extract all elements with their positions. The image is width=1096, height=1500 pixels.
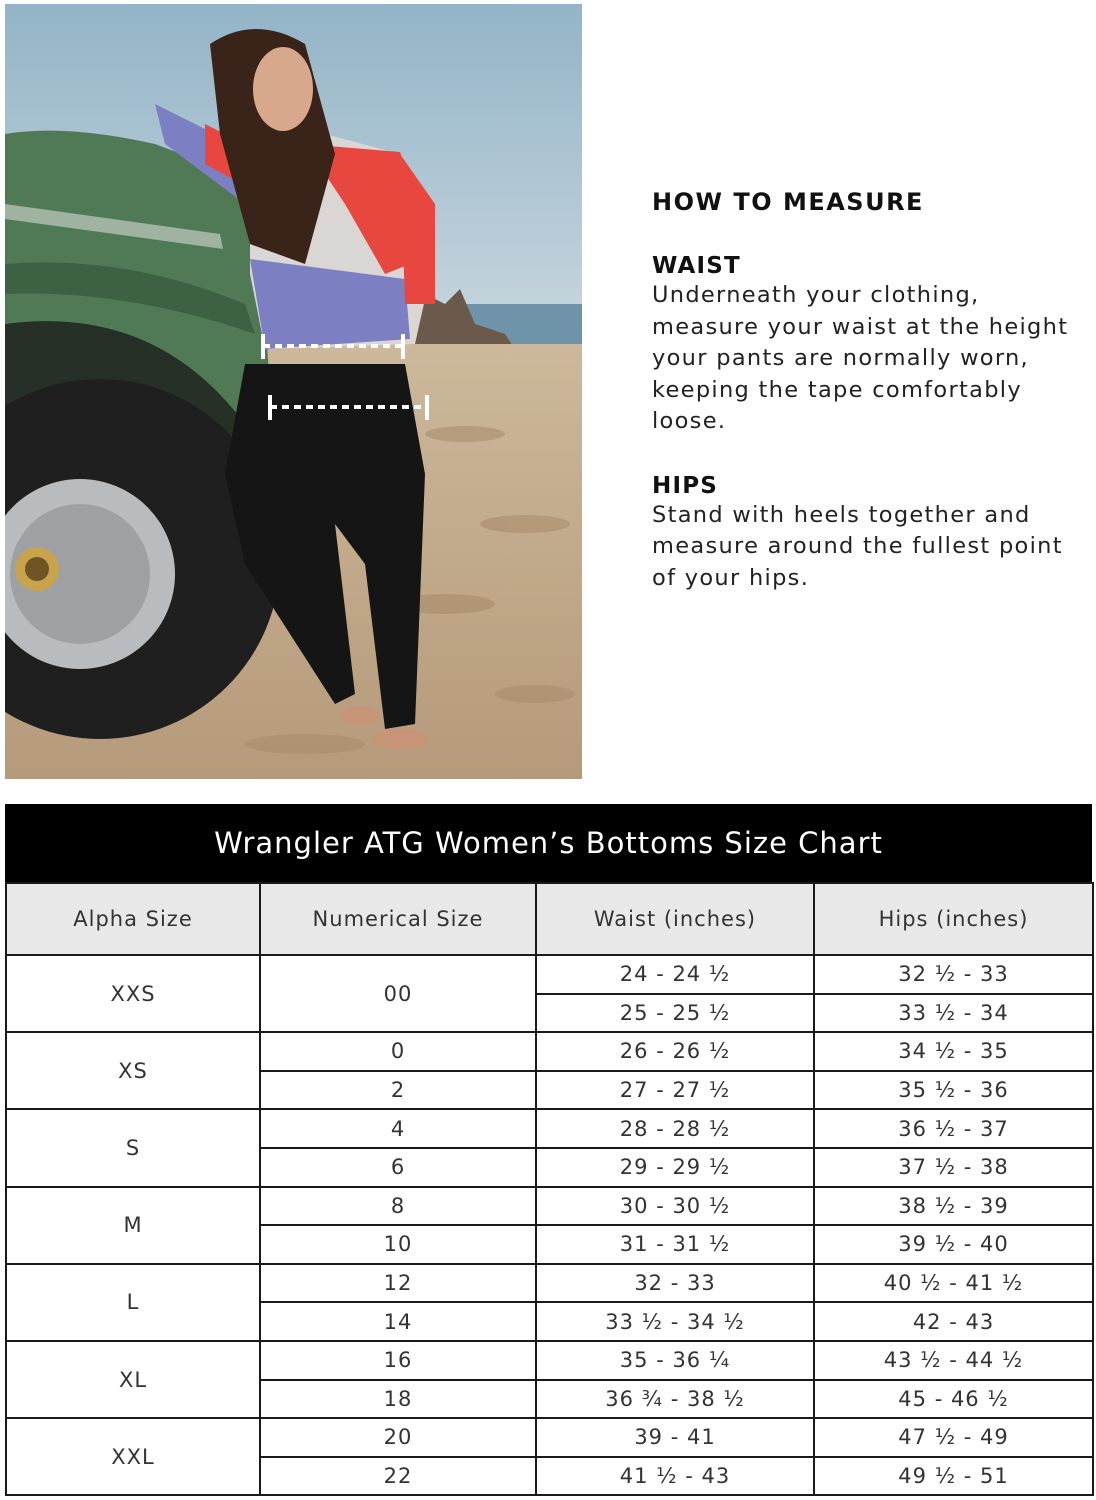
table-row bbox=[6, 1032, 1093, 1071]
alpha-size-cell: XL bbox=[6, 1341, 260, 1418]
numerical-size-cell: 18 bbox=[260, 1380, 536, 1419]
hips-cell: 49 ½ - 51 bbox=[814, 1457, 1093, 1496]
hips-cell: 35 ½ - 36 bbox=[814, 1071, 1093, 1110]
waist-cell: 24 - 24 ½ bbox=[536, 955, 814, 994]
hips-cell: 40 ½ - 41 ½ bbox=[814, 1264, 1093, 1303]
waist-cell: 41 ½ - 43 bbox=[536, 1457, 814, 1496]
header-hips: Hips (inches) bbox=[814, 883, 1093, 955]
numerical-size-cell: 20 bbox=[260, 1418, 536, 1457]
header-waist: Waist (inches) bbox=[536, 883, 814, 955]
hips-cell: 34 ½ - 35 bbox=[814, 1032, 1093, 1071]
how-to-measure-panel bbox=[652, 188, 1072, 628]
size-chart-title: Wrangler ATG Women’s Bottoms Size Chart bbox=[5, 804, 1092, 882]
hips-cell: 36 ½ - 37 bbox=[814, 1109, 1093, 1148]
alpha-size-cell: XS bbox=[6, 1032, 260, 1109]
table-row bbox=[6, 1418, 1093, 1457]
waist-instructions: Underneath your clothing, measure your waist at the height your pants are normally worn, keeping the tape comfortably loose. bbox=[652, 282, 1069, 434]
alpha-size-cell: XXS bbox=[6, 955, 260, 1032]
numerical-size-cell: 22 bbox=[260, 1457, 536, 1496]
numerical-size-cell: 10 bbox=[260, 1225, 536, 1264]
waist-cell: 30 - 30 ½ bbox=[536, 1187, 814, 1226]
hips-cell: 47 ½ - 49 bbox=[814, 1418, 1093, 1457]
table-row bbox=[6, 1341, 1093, 1380]
model-photo bbox=[5, 4, 582, 779]
size-chart-header-row bbox=[6, 883, 1093, 955]
waist-heading: WAIST bbox=[652, 253, 741, 279]
size-chart-table bbox=[5, 882, 1094, 1496]
numerical-size-cell: 00 bbox=[260, 955, 536, 1032]
table-row bbox=[6, 1187, 1093, 1226]
table-row bbox=[6, 955, 1093, 994]
alpha-size-cell: L bbox=[6, 1264, 260, 1341]
waist-cell: 27 - 27 ½ bbox=[536, 1071, 814, 1110]
hips-instructions: Stand with heels together and measure around the fullest point of your hips. bbox=[652, 501, 1063, 591]
numerical-size-cell: 16 bbox=[260, 1341, 536, 1380]
header-alpha-size: Alpha Size bbox=[6, 883, 260, 955]
hips-cell: 38 ½ - 39 bbox=[814, 1187, 1093, 1226]
waist-cell: 28 - 28 ½ bbox=[536, 1109, 814, 1148]
numerical-size-cell: 6 bbox=[260, 1148, 536, 1187]
hips-heading: HIPS bbox=[652, 472, 719, 499]
waist-cell: 32 - 33 bbox=[536, 1264, 814, 1303]
header-numerical-size: Numerical Size bbox=[260, 883, 536, 955]
table-row bbox=[6, 1109, 1093, 1148]
waist-cell: 26 - 26 ½ bbox=[536, 1032, 814, 1071]
alpha-size-cell: S bbox=[6, 1109, 260, 1186]
hips-cell: 45 - 46 ½ bbox=[814, 1380, 1093, 1419]
numerical-size-cell: 8 bbox=[260, 1187, 536, 1226]
size-chart-body bbox=[6, 955, 1093, 1495]
how-to-measure-title: HOW TO MEASURE bbox=[652, 188, 924, 216]
numerical-size-cell: 12 bbox=[260, 1264, 536, 1303]
hips-cell: 33 ½ - 34 bbox=[814, 994, 1093, 1033]
size-chart bbox=[5, 804, 1092, 1496]
waist-cell: 35 - 36 ¼ bbox=[536, 1341, 814, 1380]
waist-cell: 36 ¾ - 38 ½ bbox=[536, 1380, 814, 1419]
alpha-size-cell: M bbox=[6, 1187, 260, 1264]
numerical-size-cell: 14 bbox=[260, 1302, 536, 1341]
table-row bbox=[6, 1264, 1093, 1303]
numerical-size-cell: 2 bbox=[260, 1071, 536, 1110]
waist-cell: 29 - 29 ½ bbox=[536, 1148, 814, 1187]
hips-cell: 42 - 43 bbox=[814, 1302, 1093, 1341]
hips-cell: 39 ½ - 40 bbox=[814, 1225, 1093, 1264]
waist-cell: 39 - 41 bbox=[536, 1418, 814, 1457]
waist-cell: 25 - 25 ½ bbox=[536, 994, 814, 1033]
numerical-size-cell: 0 bbox=[260, 1032, 536, 1071]
waist-cell: 33 ½ - 34 ½ bbox=[536, 1302, 814, 1341]
beach-photo-illustration bbox=[5, 4, 582, 779]
alpha-size-cell: XXL bbox=[6, 1418, 260, 1495]
hips-cell: 32 ½ - 33 bbox=[814, 955, 1093, 994]
hips-cell: 43 ½ - 44 ½ bbox=[814, 1341, 1093, 1380]
hips-cell: 37 ½ - 38 bbox=[814, 1148, 1093, 1187]
numerical-size-cell: 4 bbox=[260, 1109, 536, 1148]
waist-cell: 31 - 31 ½ bbox=[536, 1225, 814, 1264]
